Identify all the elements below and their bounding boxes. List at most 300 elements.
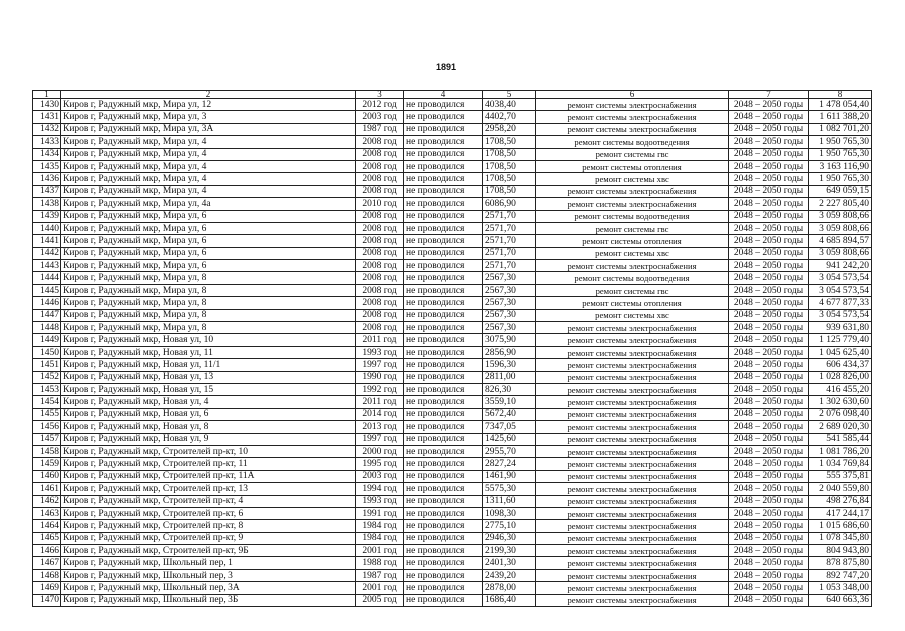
- cell-last-repair: не проводился: [404, 123, 483, 135]
- cell-address: Киров г, Радужный мкр, Мира ул, 4а: [61, 198, 356, 210]
- cell-address: Киров г, Радужный мкр, Мира ул, 6: [61, 222, 356, 234]
- cell-row-number: 1446: [33, 297, 61, 309]
- cell-address: Киров г, Радужный мкр, Новая ул, 13: [61, 371, 356, 383]
- cell-period: 2048 – 2050 годы: [729, 309, 809, 321]
- cell-work-type: ремонт системы хвс: [536, 173, 729, 185]
- cell-row-number: 1459: [33, 458, 61, 470]
- table-row: [33, 198, 872, 210]
- cell-build-year: 2008 год: [356, 173, 404, 185]
- cell-address: Киров г, Радужный мкр, Мира ул, 8: [61, 284, 356, 296]
- cell-build-year: 2003 год: [356, 470, 404, 482]
- table-row: [33, 470, 872, 482]
- cell-cost: 640 663,36: [809, 594, 872, 606]
- cell-address: Киров г, Радужный мкр, Строителей пр-кт, 13: [61, 483, 356, 495]
- table-row: [33, 272, 872, 284]
- cell-area: 2955,70: [483, 445, 536, 457]
- table-row: [33, 247, 872, 259]
- cell-area: 1708,50: [483, 160, 536, 172]
- cell-build-year: 1992 год: [356, 383, 404, 395]
- cell-build-year: 1984 год: [356, 520, 404, 532]
- column-header: 1: [33, 91, 61, 99]
- table-row: [33, 173, 872, 185]
- cell-address: Киров г, Радужный мкр, Новая ул, 6: [61, 408, 356, 420]
- cell-last-repair: не проводился: [404, 545, 483, 557]
- cell-area: 2199,30: [483, 545, 536, 557]
- cell-row-number: 1461: [33, 483, 61, 495]
- cell-period: 2048 – 2050 годы: [729, 495, 809, 507]
- cell-area: 1425,60: [483, 433, 536, 445]
- cell-period: 2048 – 2050 годы: [729, 210, 809, 222]
- cell-row-number: 1469: [33, 582, 61, 594]
- cell-area: 3559,10: [483, 396, 536, 408]
- cell-cost: 1 611 388,20: [809, 111, 872, 123]
- table-row: [33, 297, 872, 309]
- cell-period: 2048 – 2050 годы: [729, 235, 809, 247]
- cell-period: 2048 – 2050 годы: [729, 136, 809, 148]
- table-row: [33, 148, 872, 160]
- cell-work-type: ремонт системы электроснабжения: [536, 322, 729, 334]
- cell-area: 1708,50: [483, 136, 536, 148]
- cell-last-repair: не проводился: [404, 309, 483, 321]
- cell-work-type: ремонт системы электроснабжения: [536, 569, 729, 581]
- cell-cost: 3 054 573,54: [809, 309, 872, 321]
- cell-address: Киров г, Радужный мкр, Мира ул, 8: [61, 309, 356, 321]
- cell-build-year: 2008 год: [356, 210, 404, 222]
- cell-cost: 1 302 630,60: [809, 396, 872, 408]
- cell-area: 1708,50: [483, 185, 536, 197]
- cell-period: 2048 – 2050 годы: [729, 160, 809, 172]
- cell-address: Киров г, Радужный мкр, Мира ул, 6: [61, 210, 356, 222]
- cell-area: 2946,30: [483, 532, 536, 544]
- cell-work-type: ремонт системы электроснабжения: [536, 346, 729, 358]
- cell-last-repair: не проводился: [404, 445, 483, 457]
- cell-build-year: 2014 год: [356, 408, 404, 420]
- table-row: [33, 111, 872, 123]
- cell-cost: 1 028 826,00: [809, 371, 872, 383]
- cell-row-number: 1445: [33, 284, 61, 296]
- cell-work-type: ремонт системы электроснабжения: [536, 185, 729, 197]
- cell-last-repair: не проводился: [404, 569, 483, 581]
- cell-area: 2571,70: [483, 210, 536, 222]
- cell-work-type: ремонт системы электроснабжения: [536, 458, 729, 470]
- cell-address: Киров г, Радужный мкр, Мира ул, 4: [61, 160, 356, 172]
- cell-last-repair: не проводился: [404, 495, 483, 507]
- cell-row-number: 1451: [33, 359, 61, 371]
- cell-work-type: ремонт системы электроснабжения: [536, 99, 729, 111]
- cell-period: 2048 – 2050 годы: [729, 594, 809, 606]
- cell-address: Киров г, Радужный мкр, Мира ул, 12: [61, 99, 356, 111]
- cell-cost: 4 677 877,33: [809, 297, 872, 309]
- cell-row-number: 1438: [33, 198, 61, 210]
- cell-area: 2571,70: [483, 235, 536, 247]
- cell-period: 2048 – 2050 годы: [729, 458, 809, 470]
- page-number: 1891: [436, 62, 457, 72]
- cell-cost: 606 434,37: [809, 359, 872, 371]
- table-row: [33, 458, 872, 470]
- table-row: [33, 334, 872, 346]
- cell-area: 2401,30: [483, 557, 536, 569]
- table-row: [33, 383, 872, 395]
- cell-address: Киров г, Радужный мкр, Школьный пер, 1: [61, 557, 356, 569]
- cell-cost: 2 040 559,80: [809, 483, 872, 495]
- cell-last-repair: не проводился: [404, 532, 483, 544]
- cell-last-repair: не проводился: [404, 272, 483, 284]
- cell-area: 1311,60: [483, 495, 536, 507]
- cell-row-number: 1434: [33, 148, 61, 160]
- cell-work-type: ремонт системы электроснабжения: [536, 383, 729, 395]
- table-row: [33, 507, 872, 519]
- cell-period: 2048 – 2050 годы: [729, 297, 809, 309]
- cell-address: Киров г, Радужный мкр, Строителей пр-кт, 9Б: [61, 545, 356, 557]
- cell-last-repair: не проводился: [404, 594, 483, 606]
- cell-address: Киров г, Радужный мкр, Мира ул, 3А: [61, 123, 356, 135]
- cell-work-type: ремонт системы электроснабжения: [536, 198, 729, 210]
- cell-period: 2048 – 2050 годы: [729, 260, 809, 272]
- cell-build-year: 2008 год: [356, 160, 404, 172]
- cell-address: Киров г, Радужный мкр, Мира ул, 6: [61, 260, 356, 272]
- cell-period: 2048 – 2050 годы: [729, 507, 809, 519]
- cell-build-year: 2008 год: [356, 148, 404, 160]
- table-row: [33, 532, 872, 544]
- cell-last-repair: не проводился: [404, 507, 483, 519]
- cell-build-year: 2008 год: [356, 185, 404, 197]
- table-row: [33, 582, 872, 594]
- cell-area: 1098,30: [483, 507, 536, 519]
- cell-period: 2048 – 2050 годы: [729, 383, 809, 395]
- cell-build-year: 2011 год: [356, 334, 404, 346]
- cell-period: 2048 – 2050 годы: [729, 99, 809, 111]
- table-row: [33, 421, 872, 433]
- cell-work-type: ремонт системы электроснабжения: [536, 507, 729, 519]
- cell-work-type: ремонт системы электроснабжения: [536, 594, 729, 606]
- cell-address: Киров г, Радужный мкр, Строителей пр-кт, 10: [61, 445, 356, 457]
- cell-last-repair: не проводился: [404, 260, 483, 272]
- cell-last-repair: не проводился: [404, 470, 483, 482]
- table-row: [33, 445, 872, 457]
- table-row: [33, 260, 872, 272]
- cell-cost: 892 747,20: [809, 569, 872, 581]
- cell-cost: 939 631,80: [809, 322, 872, 334]
- cell-cost: 4 685 894,57: [809, 235, 872, 247]
- cell-last-repair: не проводился: [404, 433, 483, 445]
- cell-cost: 3 059 808,66: [809, 210, 872, 222]
- cell-row-number: 1435: [33, 160, 61, 172]
- cell-build-year: 2008 год: [356, 309, 404, 321]
- cell-area: 2567,30: [483, 297, 536, 309]
- cell-area: 1708,50: [483, 173, 536, 185]
- cell-cost: 3 059 808,66: [809, 222, 872, 234]
- cell-last-repair: не проводился: [404, 247, 483, 259]
- cell-build-year: 1993 год: [356, 346, 404, 358]
- cell-row-number: 1447: [33, 309, 61, 321]
- cell-work-type: ремонт системы водоотведения: [536, 210, 729, 222]
- table-row: [33, 160, 872, 172]
- cell-period: 2048 – 2050 годы: [729, 247, 809, 259]
- cell-build-year: 1997 год: [356, 433, 404, 445]
- cell-work-type: ремонт системы электроснабжения: [536, 433, 729, 445]
- cell-cost: 1 082 701,20: [809, 123, 872, 135]
- cell-work-type: ремонт системы электроснабжения: [536, 111, 729, 123]
- cell-address: Киров г, Радужный мкр, Строителей пр-кт, 9: [61, 532, 356, 544]
- cell-work-type: ремонт системы электроснабжения: [536, 260, 729, 272]
- cell-area: 1596,30: [483, 359, 536, 371]
- table-row: [33, 371, 872, 383]
- cell-row-number: 1462: [33, 495, 61, 507]
- table-row: [33, 136, 872, 148]
- cell-area: 3075,90: [483, 334, 536, 346]
- cell-row-number: 1468: [33, 569, 61, 581]
- cell-cost: 2 227 805,40: [809, 198, 872, 210]
- cell-cost: 941 242,20: [809, 260, 872, 272]
- cell-period: 2048 – 2050 годы: [729, 322, 809, 334]
- cell-row-number: 1463: [33, 507, 61, 519]
- cell-cost: 3 059 808,66: [809, 247, 872, 259]
- cell-area: 2571,70: [483, 260, 536, 272]
- cell-address: Киров г, Радужный мкр, Строителей пр-кт, 11А: [61, 470, 356, 482]
- cell-last-repair: не проводился: [404, 383, 483, 395]
- cell-work-type: ремонт системы электроснабжения: [536, 396, 729, 408]
- cell-cost: 1 125 779,40: [809, 334, 872, 346]
- cell-cost: 1 950 765,30: [809, 136, 872, 148]
- cell-address: Киров г, Радужный мкр, Новая ул, 15: [61, 383, 356, 395]
- cell-row-number: 1470: [33, 594, 61, 606]
- repair-schedule-table: [32, 90, 872, 607]
- cell-period: 2048 – 2050 годы: [729, 173, 809, 185]
- cell-address: Киров г, Радужный мкр, Школьный пер, 3А: [61, 582, 356, 594]
- table-row: [33, 594, 872, 606]
- column-header: 7: [729, 91, 809, 99]
- cell-last-repair: не проводился: [404, 235, 483, 247]
- cell-period: 2048 – 2050 годы: [729, 569, 809, 581]
- cell-cost: 1 034 769,84: [809, 458, 872, 470]
- cell-area: 826,30: [483, 383, 536, 395]
- cell-last-repair: не проводился: [404, 421, 483, 433]
- cell-cost: 649 059,15: [809, 185, 872, 197]
- cell-cost: 417 244,17: [809, 507, 872, 519]
- cell-cost: 2 076 098,40: [809, 408, 872, 420]
- cell-period: 2048 – 2050 годы: [729, 198, 809, 210]
- table-row: [33, 123, 872, 135]
- cell-row-number: 1442: [33, 247, 61, 259]
- cell-address: Киров г, Радужный мкр, Новая ул, 9: [61, 433, 356, 445]
- cell-address: Киров г, Радужный мкр, Школьный пер, 3Б: [61, 594, 356, 606]
- cell-address: Киров г, Радужный мкр, Новая ул, 8: [61, 421, 356, 433]
- cell-last-repair: не проводился: [404, 173, 483, 185]
- cell-address: Киров г, Радужный мкр, Строителей пр-кт, 8: [61, 520, 356, 532]
- cell-build-year: 2010 год: [356, 198, 404, 210]
- cell-address: Киров г, Радужный мкр, Мира ул, 4: [61, 148, 356, 160]
- cell-build-year: 1987 год: [356, 123, 404, 135]
- cell-address: Киров г, Радужный мкр, Новая ул, 10: [61, 334, 356, 346]
- cell-area: 1708,50: [483, 148, 536, 160]
- table-row: [33, 520, 872, 532]
- cell-build-year: 2008 год: [356, 136, 404, 148]
- cell-work-type: ремонт системы отопления: [536, 235, 729, 247]
- cell-last-repair: не проводился: [404, 346, 483, 358]
- cell-work-type: ремонт системы электроснабжения: [536, 532, 729, 544]
- cell-work-type: ремонт системы электроснабжения: [536, 483, 729, 495]
- cell-period: 2048 – 2050 годы: [729, 272, 809, 284]
- cell-period: 2048 – 2050 годы: [729, 148, 809, 160]
- table-row: [33, 346, 872, 358]
- cell-build-year: 2012 год: [356, 99, 404, 111]
- cell-last-repair: не проводился: [404, 111, 483, 123]
- cell-row-number: 1464: [33, 520, 61, 532]
- cell-work-type: ремонт системы гвс: [536, 284, 729, 296]
- cell-row-number: 1440: [33, 222, 61, 234]
- cell-build-year: 2008 год: [356, 297, 404, 309]
- cell-address: Киров г, Радужный мкр, Новая ул, 4: [61, 396, 356, 408]
- cell-build-year: 2000 год: [356, 445, 404, 457]
- cell-build-year: 2008 год: [356, 322, 404, 334]
- cell-build-year: 2001 год: [356, 545, 404, 557]
- cell-build-year: 1988 год: [356, 557, 404, 569]
- cell-address: Киров г, Радужный мкр, Мира ул, 3: [61, 111, 356, 123]
- cell-build-year: 2001 год: [356, 582, 404, 594]
- cell-address: Киров г, Радужный мкр, Мира ул, 4: [61, 136, 356, 148]
- cell-work-type: ремонт системы электроснабжения: [536, 371, 729, 383]
- cell-cost: 1 950 765,30: [809, 173, 872, 185]
- cell-area: 2775,10: [483, 520, 536, 532]
- cell-work-type: ремонт системы гвс: [536, 222, 729, 234]
- cell-cost: 3 163 116,90: [809, 160, 872, 172]
- cell-row-number: 1456: [33, 421, 61, 433]
- cell-last-repair: не проводился: [404, 408, 483, 420]
- cell-address: Киров г, Радужный мкр, Новая ул, 11/1: [61, 359, 356, 371]
- cell-build-year: 2008 год: [356, 260, 404, 272]
- cell-build-year: 1995 год: [356, 458, 404, 470]
- cell-period: 2048 – 2050 годы: [729, 284, 809, 296]
- cell-period: 2048 – 2050 годы: [729, 532, 809, 544]
- cell-period: 2048 – 2050 годы: [729, 421, 809, 433]
- cell-last-repair: не проводился: [404, 284, 483, 296]
- cell-last-repair: не проводился: [404, 520, 483, 532]
- cell-address: Киров г, Радужный мкр, Новая ул, 11: [61, 346, 356, 358]
- cell-area: 2439,20: [483, 569, 536, 581]
- table-row: [33, 284, 872, 296]
- cell-area: 2958,20: [483, 123, 536, 135]
- cell-last-repair: не проводился: [404, 396, 483, 408]
- cell-last-repair: не проводился: [404, 185, 483, 197]
- cell-last-repair: не проводился: [404, 458, 483, 470]
- cell-work-type: ремонт системы электроснабжения: [536, 359, 729, 371]
- cell-address: Киров г, Радужный мкр, Строителей пр-кт, 11: [61, 458, 356, 470]
- cell-cost: 2 689 020,30: [809, 421, 872, 433]
- column-header: 8: [809, 91, 872, 99]
- column-header: 2: [61, 91, 356, 99]
- cell-area: 2567,30: [483, 272, 536, 284]
- cell-work-type: ремонт системы отопления: [536, 297, 729, 309]
- cell-address: Киров г, Радужный мкр, Мира ул, 6: [61, 235, 356, 247]
- cell-area: 2567,30: [483, 322, 536, 334]
- cell-row-number: 1465: [33, 532, 61, 544]
- table-row: [33, 99, 872, 111]
- cell-period: 2048 – 2050 годы: [729, 346, 809, 358]
- cell-row-number: 1437: [33, 185, 61, 197]
- cell-row-number: 1449: [33, 334, 61, 346]
- cell-work-type: ремонт системы электроснабжения: [536, 445, 729, 457]
- table-row: [33, 396, 872, 408]
- cell-row-number: 1443: [33, 260, 61, 272]
- table-row: [33, 210, 872, 222]
- cell-period: 2048 – 2050 годы: [729, 396, 809, 408]
- cell-build-year: 1987 год: [356, 569, 404, 581]
- cell-area: 2567,30: [483, 284, 536, 296]
- cell-area: 7347,05: [483, 421, 536, 433]
- cell-cost: 3 054 573,54: [809, 272, 872, 284]
- cell-period: 2048 – 2050 годы: [729, 111, 809, 123]
- cell-area: 2811,00: [483, 371, 536, 383]
- cell-row-number: 1441: [33, 235, 61, 247]
- cell-address: Киров г, Радужный мкр, Мира ул, 4: [61, 185, 356, 197]
- cell-build-year: 2008 год: [356, 272, 404, 284]
- cell-cost: 1 081 786,20: [809, 445, 872, 457]
- cell-row-number: 1448: [33, 322, 61, 334]
- cell-address: Киров г, Радужный мкр, Строителей пр-кт, 6: [61, 507, 356, 519]
- column-header: 5: [483, 91, 536, 99]
- cell-work-type: ремонт системы электроснабжения: [536, 557, 729, 569]
- column-header: 3: [356, 91, 404, 99]
- cell-period: 2048 – 2050 годы: [729, 371, 809, 383]
- cell-row-number: 1455: [33, 408, 61, 420]
- cell-build-year: 2003 год: [356, 111, 404, 123]
- cell-last-repair: не проводился: [404, 582, 483, 594]
- cell-row-number: 1432: [33, 123, 61, 135]
- cell-area: 4038,40: [483, 99, 536, 111]
- cell-last-repair: не проводился: [404, 334, 483, 346]
- cell-area: 2571,70: [483, 247, 536, 259]
- cell-row-number: 1444: [33, 272, 61, 284]
- cell-last-repair: не проводился: [404, 160, 483, 172]
- cell-cost: 804 943,80: [809, 545, 872, 557]
- table-row: [33, 433, 872, 445]
- cell-row-number: 1433: [33, 136, 61, 148]
- cell-row-number: 1467: [33, 557, 61, 569]
- table-row: [33, 495, 872, 507]
- cell-address: Киров г, Радужный мкр, Мира ул, 8: [61, 272, 356, 284]
- column-header: 6: [536, 91, 729, 99]
- cell-last-repair: не проводился: [404, 99, 483, 111]
- cell-work-type: ремонт системы электроснабжения: [536, 470, 729, 482]
- cell-row-number: 1450: [33, 346, 61, 358]
- cell-period: 2048 – 2050 годы: [729, 123, 809, 135]
- cell-work-type: ремонт системы электроснабжения: [536, 520, 729, 532]
- cell-row-number: 1431: [33, 111, 61, 123]
- cell-cost: 1 045 625,40: [809, 346, 872, 358]
- cell-address: Киров г, Радужный мкр, Мира ул, 4: [61, 173, 356, 185]
- cell-cost: 541 585,44: [809, 433, 872, 445]
- table-row: [33, 235, 872, 247]
- cell-period: 2048 – 2050 годы: [729, 433, 809, 445]
- cell-last-repair: не проводился: [404, 148, 483, 160]
- table-row: [33, 322, 872, 334]
- cell-last-repair: не проводился: [404, 210, 483, 222]
- cell-address: Киров г, Радужный мкр, Мира ул, 6: [61, 247, 356, 259]
- cell-area: 6086,90: [483, 198, 536, 210]
- cell-build-year: 2005 год: [356, 594, 404, 606]
- cell-last-repair: не проводился: [404, 371, 483, 383]
- cell-row-number: 1430: [33, 99, 61, 111]
- cell-work-type: ремонт системы хвс: [536, 247, 729, 259]
- cell-last-repair: не проводился: [404, 297, 483, 309]
- cell-work-type: ремонт системы электроснабжения: [536, 582, 729, 594]
- table-row: [33, 359, 872, 371]
- cell-build-year: 2013 год: [356, 421, 404, 433]
- cell-area: 5575,30: [483, 483, 536, 495]
- cell-area: 5672,40: [483, 408, 536, 420]
- table-row: [33, 185, 872, 197]
- cell-work-type: ремонт системы электроснабжения: [536, 495, 729, 507]
